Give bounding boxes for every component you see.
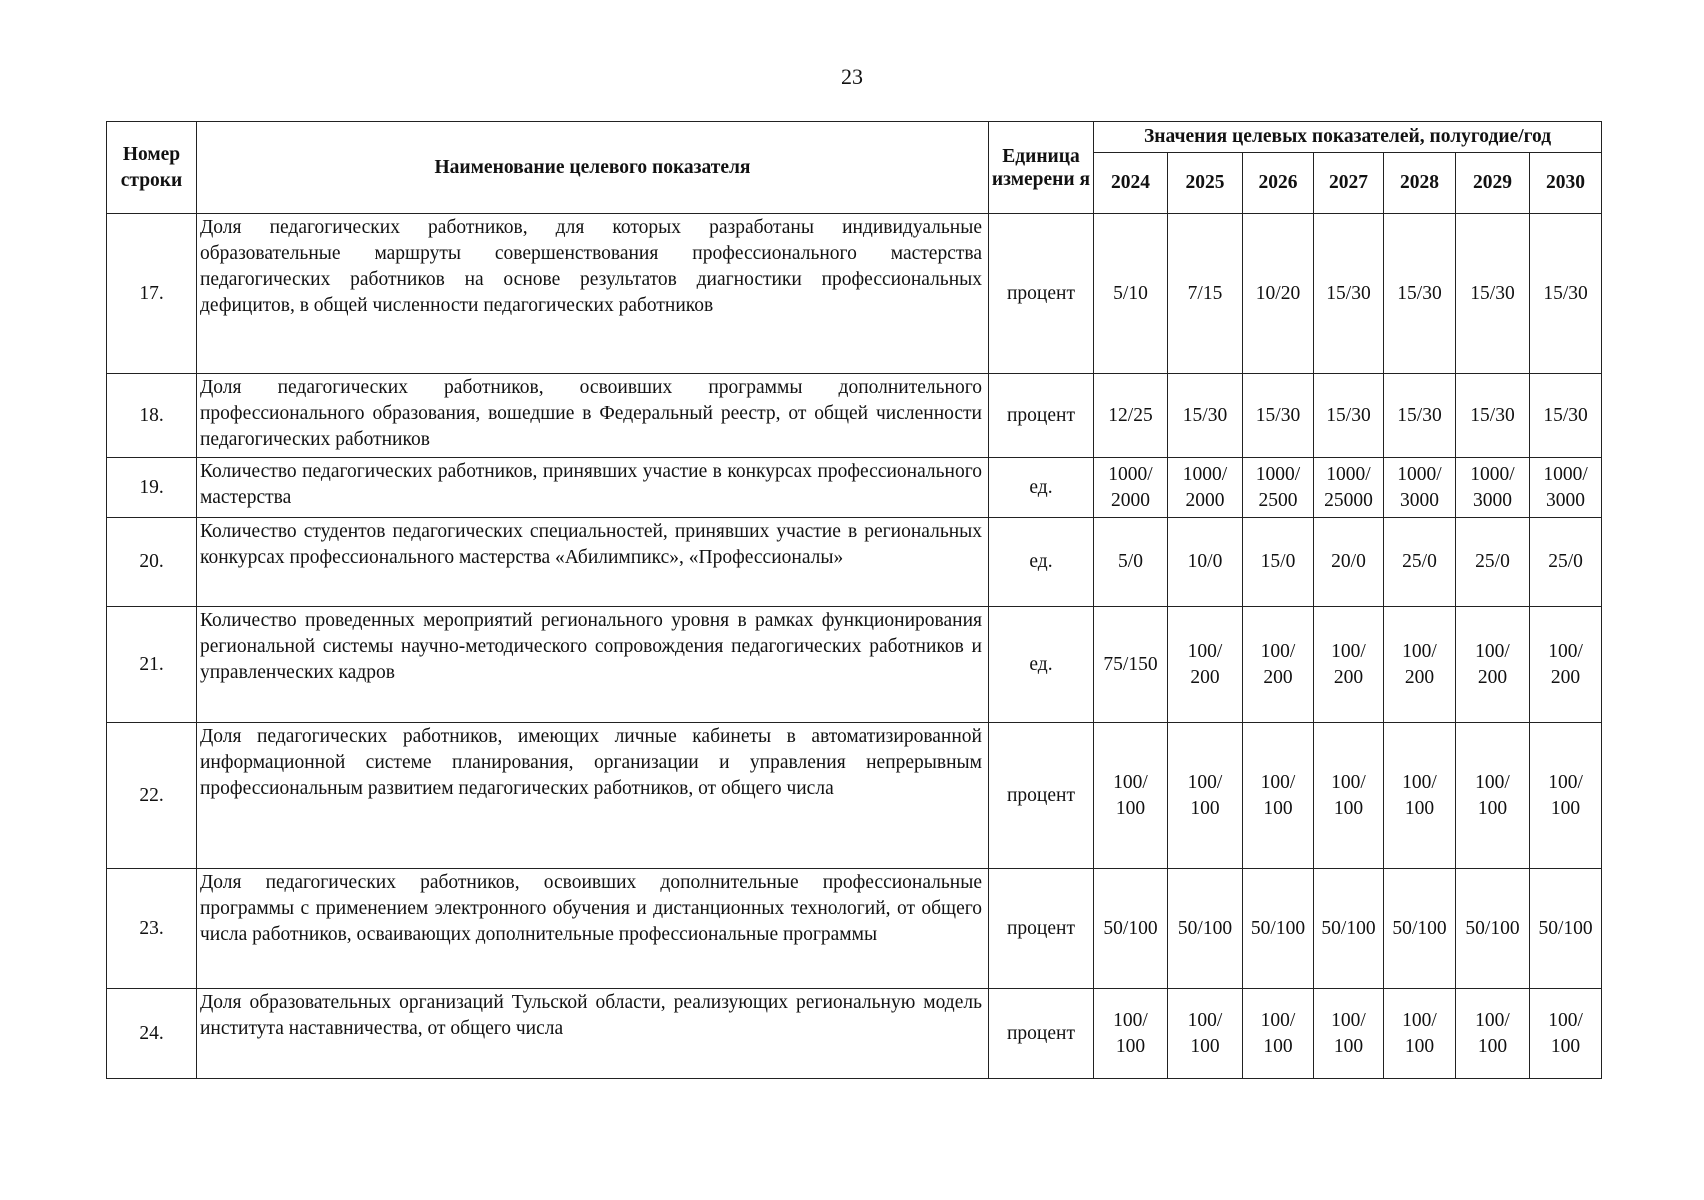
value-line: 1000/ — [1543, 463, 1588, 485]
indicator-name: Доля педагогических работников, имеющих личные кабинеты в автоматизированной информационной системе планирования, организации и управления непрерывным профессиональным развитием педагогических работников, от общего числа — [197, 723, 989, 869]
value-cell — [1530, 214, 1602, 374]
value-line: 100 — [1115, 797, 1146, 819]
value-line: 100/ — [1187, 1009, 1223, 1031]
value-line: 200 — [1550, 666, 1581, 688]
header-values-group: Значения целевых показателей, полугодие/год — [1094, 122, 1602, 153]
value-line: 15/30 — [1326, 282, 1371, 304]
value-line: 2000 — [1111, 489, 1150, 511]
row-number: 23. — [107, 869, 197, 989]
value-cell — [1314, 214, 1384, 374]
value-cell — [1384, 458, 1456, 518]
value-cell — [1456, 869, 1530, 989]
value-line: 1000/ — [1326, 463, 1371, 485]
value-line: 20/0 — [1331, 551, 1366, 572]
indicator-name: Доля педагогических работников, для которых разработаны индивидуальные образовательные маршруты совершенствования профессионального мастерства педагогических работников на основе результатов диагностики профессиональных дефицитов, в общей численности педагогических работников — [197, 214, 989, 374]
value-line: 100/ — [1475, 640, 1510, 662]
value-line: 15/0 — [1260, 551, 1296, 572]
value-cell — [1384, 214, 1456, 374]
value-cell — [1094, 214, 1168, 374]
value-cell — [1530, 723, 1602, 869]
value-line: 100/ — [1331, 771, 1366, 793]
value-line: 100 — [1115, 1035, 1146, 1057]
value-line: 100 — [1333, 1035, 1364, 1057]
indicator-name: Доля образовательных организаций Тульской области, реализующих региональную модель института наставничества, от общего числа — [197, 989, 989, 1079]
value-cell — [1384, 607, 1456, 723]
value-line: 3000 — [1400, 489, 1439, 511]
value-cell — [1243, 607, 1314, 723]
value-cell — [1168, 214, 1243, 374]
value-line: 50/100 — [1103, 917, 1158, 939]
row-number: 20. — [107, 518, 197, 607]
value-cell — [1094, 869, 1168, 989]
value-line: 100 — [1263, 1035, 1293, 1057]
value-line: 100/ — [1260, 640, 1296, 662]
value-line: 2000 — [1185, 489, 1225, 511]
value-line: 50/100 — [1465, 917, 1520, 939]
value-line: 15/30 — [1397, 282, 1442, 304]
value-line: 100 — [1404, 797, 1435, 819]
table-row — [107, 214, 1602, 374]
value-line: 50/100 — [1321, 917, 1376, 939]
value-line: 100/ — [1331, 1009, 1366, 1031]
header-year: 2028 — [1384, 153, 1456, 214]
value-line: 100/ — [1113, 771, 1148, 793]
value-line: 100/ — [1402, 1009, 1437, 1031]
value-cell — [1530, 607, 1602, 723]
value-line: 7/15 — [1187, 282, 1223, 304]
value-line: 1000/ — [1108, 463, 1153, 485]
value-line: 100/ — [1331, 640, 1366, 662]
indicator-name: Количество студентов педагогических специальностей, принявших участие в региональных конкурсах профессионального мастерства «Абилимпикс», «Профессионалы» — [197, 518, 989, 607]
value-cell — [1456, 723, 1530, 869]
indicator-name: Количество проведенных мероприятий регионального уровня в рамках функционирования региональной системы научно-методического сопровождения педагогических работников и управленческих кадров — [197, 607, 989, 723]
value-line: 15/30 — [1543, 404, 1588, 426]
unit-cell: ед. — [989, 458, 1094, 518]
value-cell — [1456, 607, 1530, 723]
value-cell — [1314, 518, 1384, 607]
value-line: 25000 — [1324, 489, 1373, 511]
value-cell — [1168, 374, 1243, 458]
unit-cell: процент — [989, 214, 1094, 374]
unit-cell: ед. — [989, 607, 1094, 723]
value-line: 100/ — [1260, 1009, 1296, 1031]
value-cell — [1094, 374, 1168, 458]
value-line: 200 — [1404, 666, 1435, 688]
table-body — [107, 214, 1602, 1079]
value-cell — [1456, 989, 1530, 1079]
row-number: 17. — [107, 214, 197, 374]
value-line: 50/100 — [1250, 917, 1306, 939]
value-line: 3000 — [1546, 489, 1586, 511]
value-line: 3000 — [1473, 489, 1512, 511]
value-line: 50/100 — [1177, 917, 1233, 939]
value-cell — [1094, 518, 1168, 607]
value-line: 25/0 — [1548, 551, 1583, 572]
value-line: 100/ — [1548, 1009, 1583, 1031]
value-line: 25/0 — [1475, 551, 1510, 572]
value-line: 1000/ — [1470, 463, 1515, 485]
value-cell — [1168, 518, 1243, 607]
value-cell — [1384, 723, 1456, 869]
value-line: 1000/ — [1255, 463, 1301, 485]
header-year: 2026 — [1243, 153, 1314, 214]
page-number: 23 — [841, 64, 863, 89]
value-line: 15/30 — [1326, 404, 1371, 426]
value-cell — [1243, 458, 1314, 518]
value-line: 100 — [1263, 797, 1293, 819]
value-cell — [1314, 607, 1384, 723]
header-unit: Единица измерени я — [989, 122, 1094, 214]
value-cell — [1456, 214, 1530, 374]
value-cell — [1168, 458, 1243, 518]
table-row — [107, 989, 1602, 1079]
value-cell — [1384, 869, 1456, 989]
row-number: 21. — [107, 607, 197, 723]
value-line: 100 — [1404, 1035, 1435, 1057]
header-row-number: Номер строки — [107, 122, 197, 214]
value-line: 50/100 — [1392, 917, 1447, 939]
table-row — [107, 374, 1602, 458]
target-indicators-table — [106, 121, 1602, 1079]
value-line: 100 — [1477, 1035, 1508, 1057]
unit-cell: ед. — [989, 518, 1094, 607]
value-line: 100/ — [1475, 771, 1510, 793]
value-cell — [1530, 518, 1602, 607]
value-cell — [1168, 723, 1243, 869]
unit-cell: процент — [989, 374, 1094, 458]
value-line: 100 — [1190, 797, 1220, 819]
unit-cell: процент — [989, 989, 1094, 1079]
value-line: 75/150 — [1103, 653, 1158, 675]
table-row — [107, 518, 1602, 607]
value-cell — [1314, 458, 1384, 518]
value-cell — [1243, 214, 1314, 374]
header-year: 2029 — [1456, 153, 1530, 214]
value-line: 100/ — [1260, 771, 1296, 793]
value-line: 100 — [1477, 797, 1508, 819]
value-line: 100/ — [1548, 771, 1583, 793]
unit-cell: процент — [989, 723, 1094, 869]
row-number: 24. — [107, 989, 197, 1079]
value-line: 15/30 — [1182, 404, 1228, 426]
value-line: 200 — [1190, 666, 1220, 688]
value-cell — [1243, 723, 1314, 869]
value-cell — [1314, 869, 1384, 989]
value-line: 15/30 — [1397, 404, 1442, 426]
value-line: 200 — [1263, 666, 1293, 688]
row-number: 22. — [107, 723, 197, 869]
value-cell — [1456, 458, 1530, 518]
value-line: 50/100 — [1538, 917, 1593, 939]
header-year: 2025 — [1168, 153, 1243, 214]
value-line: 15/30 — [1543, 282, 1588, 304]
value-line: 25/0 — [1402, 551, 1437, 572]
value-line: 100/ — [1475, 1009, 1510, 1031]
header-year: 2027 — [1314, 153, 1384, 214]
value-cell — [1243, 869, 1314, 989]
value-line: 100/ — [1548, 640, 1583, 662]
table-row — [107, 458, 1602, 518]
value-line: 15/30 — [1470, 282, 1515, 304]
value-line: 5/10 — [1113, 282, 1148, 304]
value-cell — [1384, 989, 1456, 1079]
value-line: 100/ — [1187, 771, 1223, 793]
value-line: 100 — [1550, 797, 1581, 819]
value-line: 100/ — [1402, 771, 1437, 793]
value-line: 1000/ — [1397, 463, 1442, 485]
value-cell — [1314, 989, 1384, 1079]
value-line: 10/20 — [1255, 282, 1301, 304]
table-row — [107, 723, 1602, 869]
value-cell — [1094, 607, 1168, 723]
header-year: 2030 — [1530, 153, 1602, 214]
value-line: 10/0 — [1187, 551, 1223, 572]
value-cell — [1530, 458, 1602, 518]
value-line: 200 — [1477, 666, 1508, 688]
value-line: 15/30 — [1255, 404, 1301, 426]
value-cell — [1530, 869, 1602, 989]
value-cell — [1456, 374, 1530, 458]
value-cell — [1094, 723, 1168, 869]
value-cell — [1314, 723, 1384, 869]
value-line: 200 — [1333, 666, 1364, 688]
value-line: 100/ — [1113, 1009, 1148, 1031]
unit-cell: процент — [989, 869, 1094, 989]
header-indicator-name: Наименование целевого показателя — [197, 122, 989, 214]
value-cell — [1384, 518, 1456, 607]
value-cell — [1530, 989, 1602, 1079]
value-cell — [1384, 374, 1456, 458]
value-cell — [1243, 989, 1314, 1079]
row-number: 19. — [107, 458, 197, 518]
value-cell — [1168, 989, 1243, 1079]
value-line: 12/25 — [1108, 404, 1153, 426]
value-cell — [1094, 458, 1168, 518]
table-row — [107, 607, 1602, 723]
value-cell — [1168, 607, 1243, 723]
value-line: 100 — [1190, 1035, 1220, 1057]
value-cell — [1314, 374, 1384, 458]
value-cell — [1168, 869, 1243, 989]
value-cell — [1094, 989, 1168, 1079]
indicator-name: Количество педагогических работников, принявших участие в конкурсах профессионального мастерства — [197, 458, 989, 518]
indicator-name: Доля педагогических работников, освоивших программы дополнительного профессионального образования, вошедшие в Федеральный реестр, от общей численности педагогических работников — [197, 374, 989, 458]
value-line: 15/30 — [1470, 404, 1515, 426]
value-line: 100/ — [1402, 640, 1437, 662]
value-line: 1000/ — [1182, 463, 1228, 485]
value-cell — [1456, 518, 1530, 607]
indicator-name: Доля педагогических работников, освоивших дополнительные профессиональные программы с применением электронного обучения и дистанционных технологий, от общего числа работников, осваивающих дополнительные профессиональные программы — [197, 869, 989, 989]
value-line: 5/0 — [1118, 551, 1143, 572]
value-cell — [1243, 518, 1314, 607]
row-number: 18. — [107, 374, 197, 458]
value-cell — [1243, 374, 1314, 458]
value-line: 100 — [1333, 797, 1364, 819]
value-line: 100/ — [1187, 640, 1223, 662]
header-year: 2024 — [1094, 153, 1168, 214]
table-row — [107, 869, 1602, 989]
value-cell — [1530, 374, 1602, 458]
value-line: 100 — [1550, 1035, 1581, 1057]
value-line: 2500 — [1258, 489, 1298, 511]
